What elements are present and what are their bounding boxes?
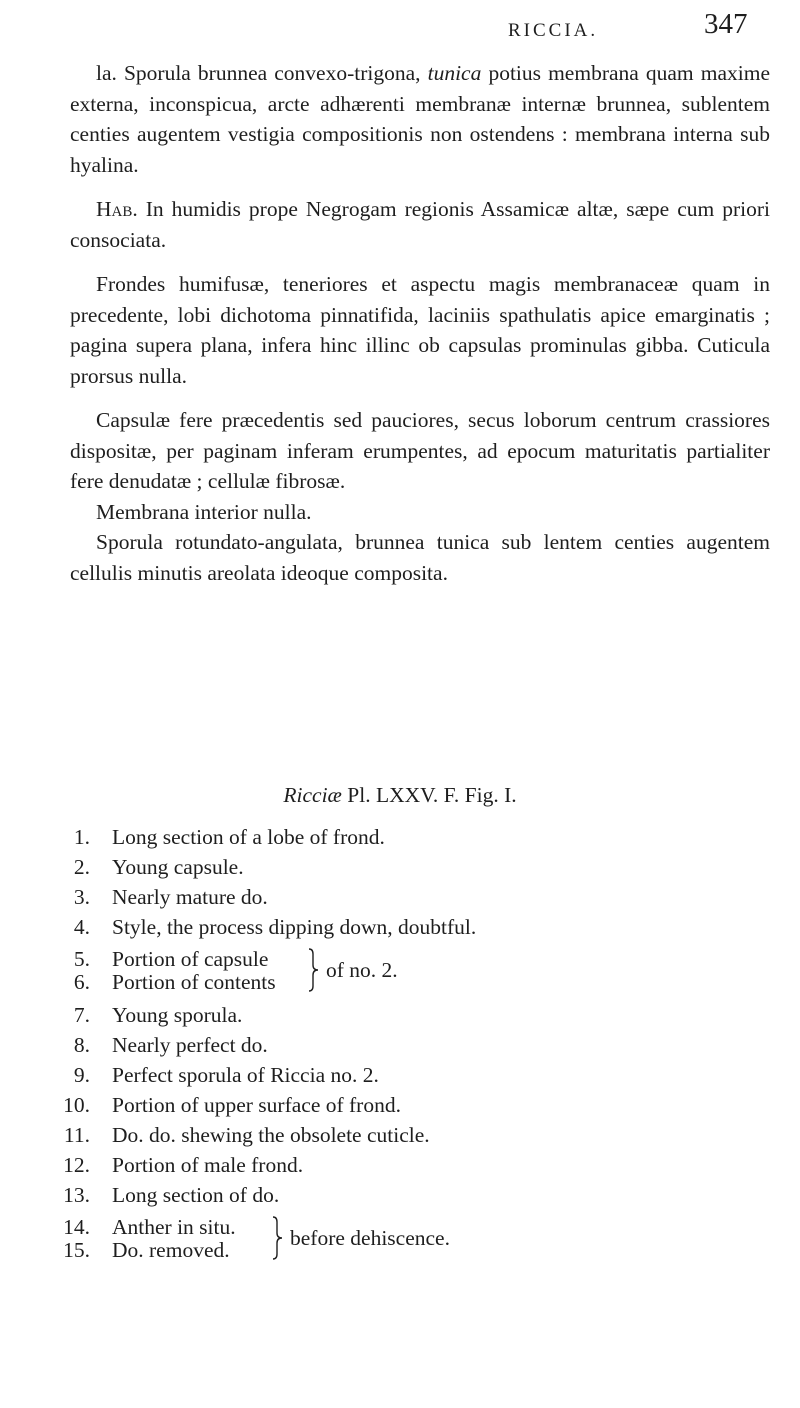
legend-number: 3. bbox=[73, 885, 90, 909]
paragraph-frondes: Frondes humifusæ, teneriores et aspectu magis membranaceæ quam in precedente, lobi dichotoma pinnatifida, laciniis spathulatis apice emarginatis ; pagina supera plana, infera hinc illinc ob capsulas prominulas gibba. Cuticula prorsus nulla. bbox=[70, 272, 770, 388]
brace-label: of no. 2. bbox=[326, 958, 398, 982]
running-head bbox=[0, 8, 800, 44]
figure-legend bbox=[50, 822, 770, 1262]
curly-brace-icon bbox=[308, 948, 320, 992]
legend-text: Do. do. shewing the obsolete cuticle. bbox=[112, 1123, 430, 1147]
curly-brace-icon bbox=[272, 1216, 284, 1260]
legend-item bbox=[50, 1060, 770, 1090]
legend-item bbox=[50, 822, 770, 852]
legend-number: 10. bbox=[63, 1093, 90, 1117]
legend-text: Do. removed. bbox=[112, 1238, 230, 1262]
legend-number: 1. bbox=[73, 825, 90, 849]
paragraph-text: la. Sporula brunnea convexo-trigona, bbox=[96, 61, 428, 85]
legend-item bbox=[50, 1090, 770, 1120]
legend-item bbox=[50, 1150, 770, 1180]
legend-text: Young sporula. bbox=[112, 1003, 243, 1027]
body-text bbox=[70, 58, 770, 588]
habitat-label: Hab. bbox=[96, 197, 138, 221]
legend-number: 4. bbox=[73, 915, 90, 939]
legend-text: Perfect sporula of Riccia no. 2. bbox=[112, 1063, 379, 1087]
paragraph-capsulae: Capsulæ fere præcedentis sed pauciores, secus loborum centrum crassiores dispositæ, per paginam inferam erumpentes, ad epocum maturitatis partialiter fere denudatæ ; cellulæ fibrosæ. bbox=[70, 408, 770, 493]
legend-item bbox=[50, 1030, 770, 1060]
page-number: 347 bbox=[704, 8, 748, 40]
legend-text: Young capsule. bbox=[112, 855, 244, 879]
legend-bracket-group bbox=[50, 948, 770, 994]
legend-text: Nearly mature do. bbox=[112, 885, 268, 909]
caption-genus: Ricciæ bbox=[283, 783, 342, 807]
paragraph-habitat bbox=[70, 194, 770, 255]
legend-text: Portion of male frond. bbox=[112, 1153, 304, 1177]
legend-item bbox=[50, 1000, 770, 1030]
caption-plate-ref: Pl. LXXV. F. Fig. I. bbox=[341, 783, 517, 807]
legend-number: 14. bbox=[63, 1215, 90, 1239]
legend-text: Long section of do. bbox=[112, 1183, 280, 1207]
legend-number: 13. bbox=[63, 1183, 90, 1207]
legend-item bbox=[50, 912, 770, 942]
paragraph-text: potius membrana quam maxime externa, inconspicua, arcte adhærenti membranæ internæ brunnea, sublentem centies augentem vestigia compositionis non ostendens : membrana interna sub hyalina. bbox=[70, 61, 770, 177]
legend-text: Style, the process dipping down, doubtful. bbox=[112, 915, 477, 939]
legend-number: 5. bbox=[73, 947, 90, 971]
legend-text: Long section of a lobe of frond. bbox=[112, 825, 385, 849]
italic-term: tunica bbox=[427, 61, 482, 85]
paragraph-sporula: Sporula rotundato-angulata, brunnea tunica sub lentem centies augentem cellulis minutis areolata ideoque composita. bbox=[70, 530, 770, 585]
legend-item bbox=[50, 882, 770, 912]
legend-number: 8. bbox=[73, 1033, 90, 1057]
paragraph-membrana: Membrana interior nulla. bbox=[96, 499, 312, 524]
legend-text: Portion of contents bbox=[112, 970, 276, 994]
legend-bracket-group bbox=[50, 1216, 770, 1262]
legend-text: Nearly perfect do. bbox=[112, 1033, 268, 1057]
legend-number: 12. bbox=[63, 1153, 90, 1177]
legend-number: 15. bbox=[63, 1238, 90, 1262]
legend-text: Portion of capsule bbox=[112, 947, 269, 971]
legend-item bbox=[50, 1120, 770, 1150]
legend-text: Anther in situ. bbox=[112, 1215, 236, 1239]
paragraph-sporula-description bbox=[70, 58, 770, 180]
brace-label: before dehiscence. bbox=[290, 1226, 450, 1250]
legend-number: 9. bbox=[73, 1063, 90, 1087]
legend-number: 7. bbox=[73, 1003, 90, 1027]
legend-text: Portion of upper surface of frond. bbox=[112, 1093, 401, 1117]
legend-number: 6. bbox=[73, 970, 90, 994]
plate-caption bbox=[0, 783, 800, 808]
legend-number: 2. bbox=[73, 855, 90, 879]
legend-item bbox=[50, 1180, 770, 1210]
legend-number: 11. bbox=[63, 1123, 90, 1147]
paragraph-text: In humidis prope Negrogam regionis Assamicæ altæ, sæpe cum priori consociata. bbox=[70, 197, 770, 252]
legend-item bbox=[50, 852, 770, 882]
running-title: RICCIA. bbox=[508, 20, 599, 41]
